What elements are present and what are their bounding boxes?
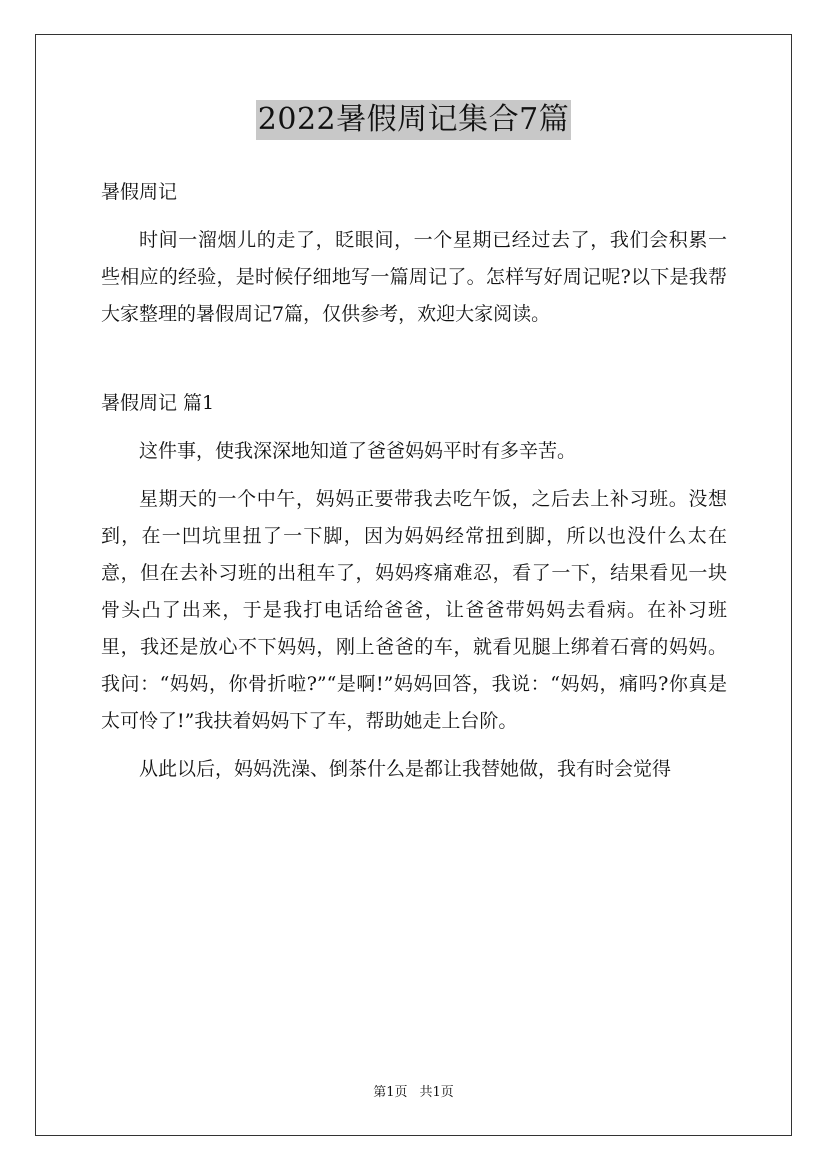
section1-paragraph-1: 这件事，使我深深地知道了爸爸妈妈平时有多辛苦。 [139, 440, 577, 462]
document-body [101, 174, 727, 788]
page-footer [0, 1083, 827, 1103]
section1-paragraph-2: 星期天的一个中午，妈妈正要带我去吃午饭，之后去上补习班。没想到，在一凹坑里扭了一下脚，因为妈妈经常扭到脚，所以也没什么太在意，但在去补习班的出租车了，妈妈疼痛难忍，看了一下，结果看见一块骨头凸了出来，于是我打电话给爸爸，让爸爸带妈妈去看病。在补习班里，我还是放心不下妈妈，刚上爸爸的车，就看见腿上绑着石膏的妈妈。我问：“妈妈，你骨折啦?”“是啊!”妈妈回答，我说：“妈妈，痛吗?你真是太可怜了!”我扶着妈妈下了车，帮助她走上台阶。 [101, 488, 727, 732]
section1-paragraph-3: 从此以后，妈妈洗澡、倒茶什么是都让我替她做，我有时会觉得 [139, 758, 672, 780]
page-number-current: 第1页 [373, 1085, 408, 1100]
title-container [0, 100, 827, 140]
intro-heading: 暑假周记 [101, 181, 178, 203]
section1-heading: 暑假周记 篇1 [101, 392, 215, 414]
document-title: 2022暑假周记集合7篇 [256, 100, 571, 140]
intro-paragraph: 时间一溜烟儿的走了，眨眼间，一个星期已经过去了，我们会积累一些相应的经验，是时候仔细地写一篇周记了。怎样写好周记呢?以下是我帮大家整理的暑假周记7篇，仅供参考，欢迎大家阅读。 [101, 229, 727, 325]
page-number-total: 共1页 [419, 1085, 454, 1100]
